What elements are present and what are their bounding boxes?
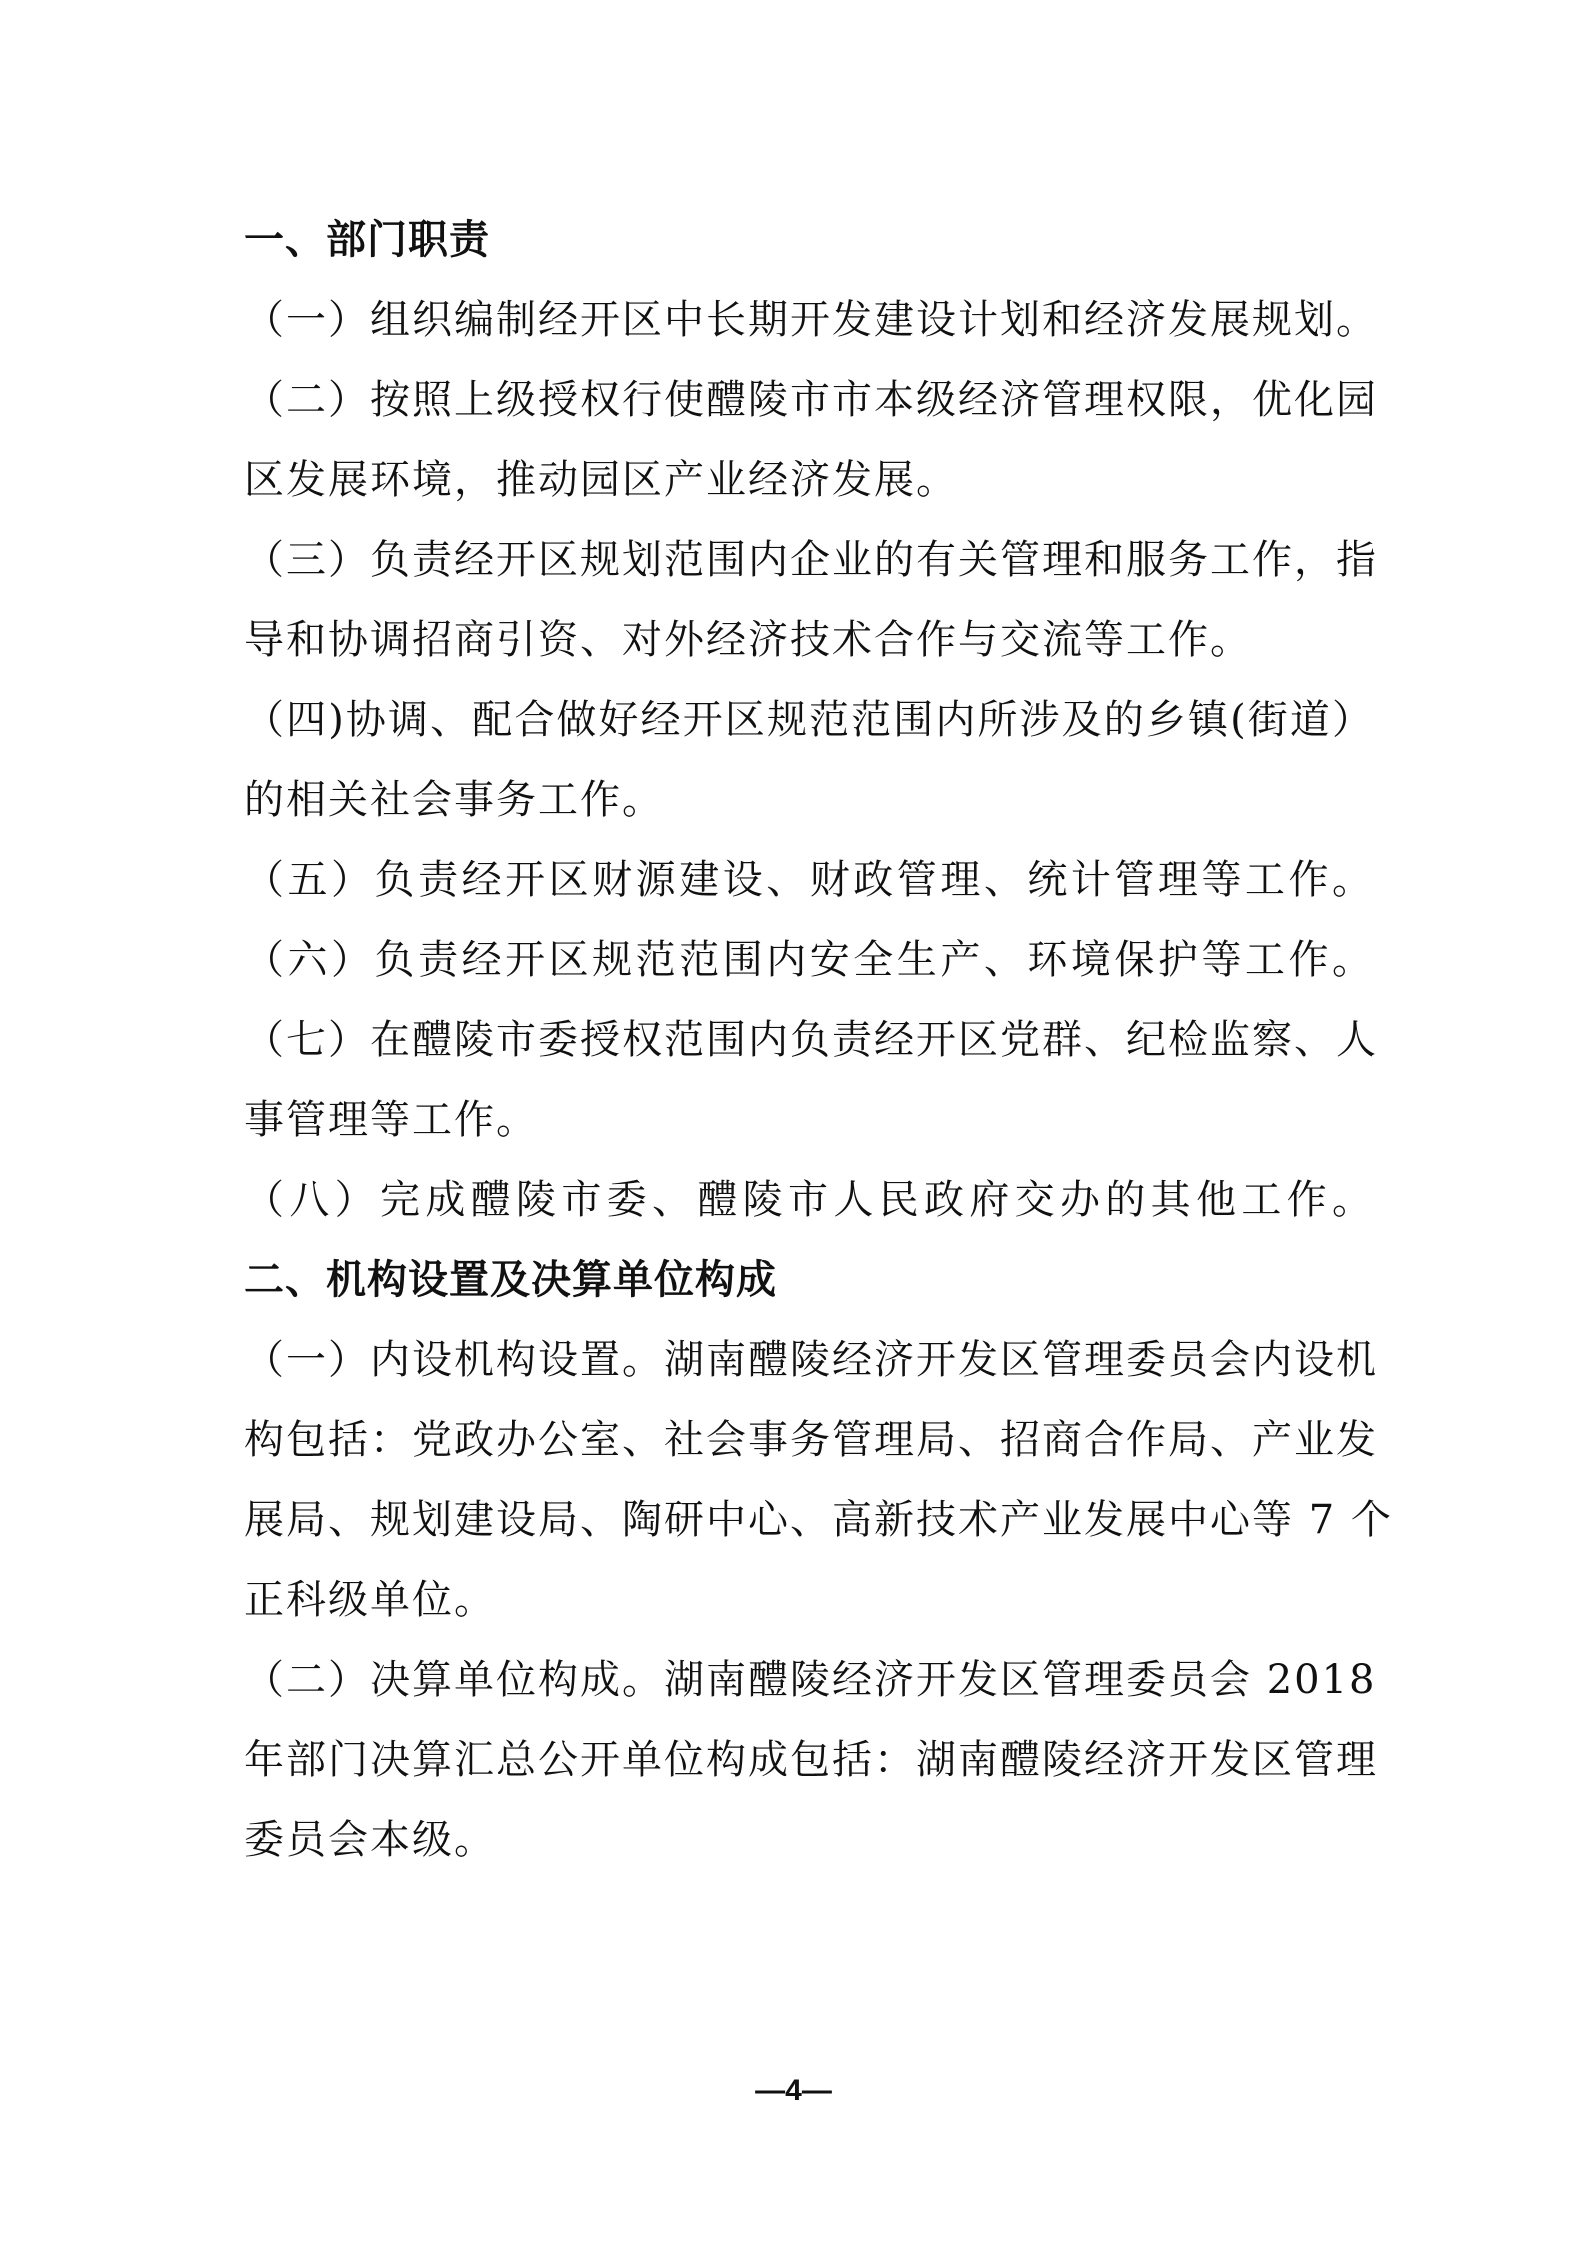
duty-item-6-line-1: （六）负责经开区规范范围内安全生产、环境保护等工作。 — [244, 937, 1374, 983]
org-item-2-line-1: （二）决算单位构成。湖南醴陵经济开发区管理委员会 2018 — [244, 1657, 1377, 1703]
duty-item-7-line-2: 事管理等工作。 — [244, 1097, 538, 1143]
page-number: —4— — [755, 2074, 832, 2107]
duty-item-8-line-1: （八）完成醴陵市委、醴陵市人民政府交办的其他工作。 — [244, 1177, 1374, 1223]
duty-item-2-line-2: 区发展环境，推动园区产业经济发展。 — [244, 457, 958, 503]
org-item-2-line-2: 年部门决算汇总公开单位构成包括：湖南醴陵经济开发区管理 — [244, 1737, 1378, 1783]
duty-item-4-line-1: （四)协调、配合做好经开区规范范围内所涉及的乡镇(街道） — [244, 697, 1374, 743]
org-item-1-line-1: （一）内设机构设置。湖南醴陵经济开发区管理委员会内设机 — [244, 1337, 1378, 1383]
duty-item-3-line-1: （三）负责经开区规划范围内企业的有关管理和服务工作，指 — [244, 537, 1378, 583]
section-heading-duties: 一、部门职责 — [244, 217, 490, 263]
org-item-1-line-2: 构包括：党政办公室、社会事务管理局、招商合作局、产业发 — [244, 1417, 1378, 1463]
duty-item-7-line-1: （七）在醴陵市委授权范围内负责经开区党群、纪检监察、人 — [244, 1017, 1378, 1063]
duty-item-4-line-2: 的相关社会事务工作。 — [244, 777, 664, 823]
duty-item-5-line-1: （五）负责经开区财源建设、财政管理、统计管理等工作。 — [244, 857, 1374, 903]
duty-item-2-line-1: （二）按照上级授权行使醴陵市市本级经济管理权限，优化园 — [244, 377, 1378, 423]
org-item-2-line-3: 委员会本级。 — [244, 1817, 496, 1863]
duty-item-1-line-1: （一）组织编制经开区中长期开发建设计划和经济发展规划。 — [244, 297, 1378, 343]
section-heading-organization: 二、机构设置及决算单位构成 — [244, 1257, 777, 1303]
org-item-1-line-4: 正科级单位。 — [244, 1577, 496, 1623]
org-item-1-line-3: 展局、规划建设局、陶研中心、高新技术产业发展中心等 7 个 — [244, 1497, 1393, 1543]
duty-item-3-line-2: 导和协调招商引资、对外经济技术合作与交流等工作。 — [244, 617, 1252, 663]
